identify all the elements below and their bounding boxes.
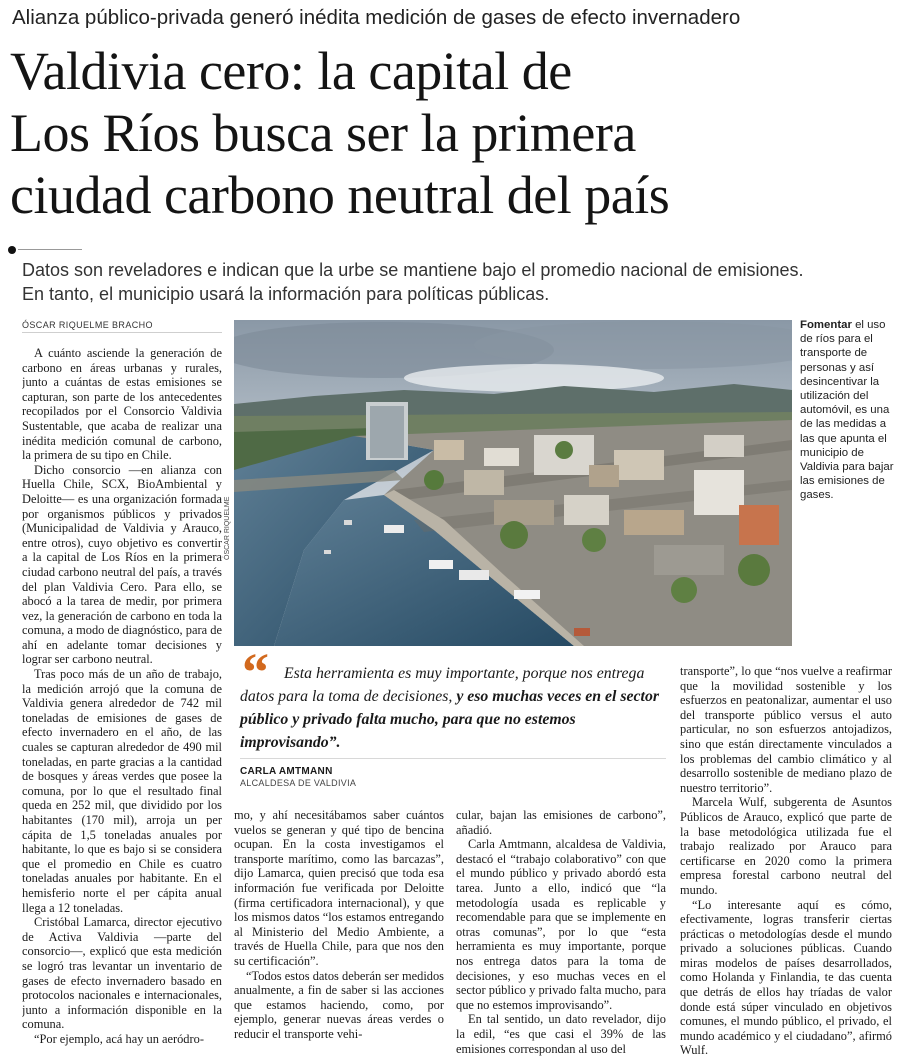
paragraph: Tras poco más de un año de trabajo, la medición arrojó que la comuna de Valdivia genera alrededor de 742 mil toneladas de emisiones de gases de efecto invernadero en el año, de las cuales se capturan alrededor de 490 mil toneladas, en parte gracias a la cantidad de bosques y áreas verdes que posee la comuna, por lo que el resultado final queda en 252 mil, que dividido por los habitantes (170 mil), arroja un per cápita de 1,5 toneladas anuales por habitante, lo que es bajo si se considera que el promedio en Chile es cuatro toneladas anuales por habitante. En el hemisferio norte el per cápita anual llega a 12 toneladas. — [22, 667, 222, 915]
caption-text: el uso de ríos para el transporte de personas y así desincentivar la utilización del automóvil, es una de las medidas a las que apunta el municipio de Valdivia para bajar las emisiones de gases. — [800, 319, 894, 502]
article-column-1 — [22, 346, 222, 1058]
pull-quote — [234, 642, 670, 794]
article-column-4 — [680, 664, 892, 1058]
headline-line: Valdivia cero: la capital de — [10, 41, 572, 101]
headline-line: ciudad carbono neutral del país — [10, 165, 670, 225]
paragraph: En tal sentido, un dato revelador, dijo la edil, “es que casi el 39% de las emisiones correspondan al uso del — [456, 1012, 666, 1056]
photo-caption — [800, 318, 894, 503]
headline — [10, 40, 890, 226]
paragraph: Marcela Wulf, subgerenta de Asuntos Públicos de Arauco, explicó que parte de la base metodológica utilizada fue el trabajo realizado por Arauco para certificarse en 2020 como la primera empresa forestal carbono neutral del mundo. — [680, 795, 892, 897]
paragraph: Carla Amtmann, alcaldesa de Valdivia, destacó el “trabajo colaborativo” con que el mundo público y privado abordó esta tarea. Junto a ello, indicó que “la metodología usada es replicable y recomendable para que se implemente en otras comunas”, por lo que “esta herramienta es muy importante, porque nos entrega datos para la toma de decisiones, y eso muchas veces en el sector público y privado falta mucho, para que no estemos improvisando”. — [456, 837, 666, 1012]
divider-dot — [8, 246, 16, 254]
headline-line: Los Ríos busca ser la primera — [10, 103, 636, 163]
quote-divider — [240, 758, 666, 759]
quote-text — [240, 662, 666, 754]
quote-text-italic: Esta herramienta es muy importante, porque nos entrega datos para la toma de decisiones, — [240, 665, 645, 705]
article-column-2 — [234, 808, 444, 1058]
paragraph: “Por ejemplo, acá hay un aeródro- — [34, 1031, 204, 1046]
city-aerial-photo — [234, 320, 792, 646]
photo-credit: ÓSCAR RIQUELME — [224, 496, 231, 560]
quote-author-name: CARLA AMTMANN — [240, 766, 333, 777]
paragraph: “Lo interesante aquí es cómo, efectivamente, logras transferir ciertas prácticas o metodologías desde el mundo privado a soluciones públicas. Cuando miras modelos de países desarrollados, como Holanda y Finlandia, te das cuenta que detrás de ellos hay tríadas de valor donde está súper vinculado en objetivos comunes, el mundo público, el privado, el mundo académico y el ciudadano”, afirmó Wulf. — [680, 897, 892, 1058]
paragraph: “Todos estos datos deberán ser medidos anualmente, a fin de saber si las acciones que estamos haciendo, como, por ejemplo, generar nuevas áreas verdes o reducir el transporte vehi- — [234, 968, 444, 1041]
paragraph: cular, bajan las emisiones de carbono”, añadió. — [456, 808, 666, 837]
paragraph: Cristóbal Lamarca, director ejecutivo de Activa Valdivia —parte del consorcio—, explicó que esta medición se logró tras levantar un inventario de gases de efecto invernadero basado en protocolos nacionales e internacionales, junto a información disponible en la comuna. — [22, 915, 222, 1032]
caption-lead: Fomentar — [800, 319, 852, 331]
paragraph: Dicho consorcio —en alianza con Huella Chile, SCX, BioAmbiental y Deloitte— es una organización formada por organismos públicos y privados (Municipalidad de Valdivia y Arauco, entre otros), cuyo objetivo es convertir a la capital de Los Ríos en la primera ciudad carbono neutral del país, a través del plan Valdivia Cero. Para ello, se abocó a la tarea de medir, por primera vez, la generación de carbono en toda la comuna, a modo de diagnóstico, para de ahí en adelante tomar decisiones y lograr ser carbono neutral. — [22, 462, 222, 667]
quote-text-bold: y eso muchas veces en el sector público y privado falta mucho, para que no estemos improvisando”. — [240, 688, 659, 751]
divider-line — [18, 249, 82, 250]
byline-divider — [22, 332, 222, 333]
article-column-3 — [456, 808, 666, 1058]
deck — [22, 258, 892, 306]
deck-line: Datos son reveladores e indican que la urbe se mantiene bajo el promedio nacional de emisiones. — [22, 260, 804, 280]
byline: ÓSCAR RIQUELME BRACHO — [22, 320, 153, 330]
paragraph: mo, y ahí necesitábamos saber cuántos vuelos se generan y qué tipo de bencina ocupan. En la costa investigamos el transporte marítimo, como las barcazas”, dijo Lamarca, quien precisó que toda esa información fue verificada por Deloitte (firma certificadora internacional), y que los mismos datos “los estamos entregando al Ministerio del Medio Ambiente, a través de Huella Chile, para que nos den su certificación”. — [234, 808, 444, 968]
deck-line: En tanto, el municipio usará la información para políticas públicas. — [22, 284, 550, 304]
kicker: Alianza público-privada generó inédita medición de gases de efecto invernadero — [12, 6, 741, 29]
paragraph: A cuánto asciende la generación de carbono en áreas urbanas y rurales, junto a cuántas de estas emisiones se capturan, son parte de los antecedentes recopilados por el Consorcio Valdivia Sustentable, que acaba de realizar una inédita medición comunal de carbono, la primera de su tipo en Chile. — [22, 346, 222, 463]
quote-author-role: ALCALDESA DE VALDIVIA — [240, 778, 357, 788]
paragraph: transporte”, lo que “nos vuelve a reafirmar que la movilidad sostenible y los esfuerzos en peatonalizar, aumentar el uso del transporte público versus el auto particular, no son esfuerzos antojadizos, sino que están directamente vinculados a los problemas del cambio climático y al desarrollo sostenible de mediano plazo de nuestro territorio”. — [680, 664, 892, 795]
quote-mark-icon: “ — [242, 642, 269, 702]
